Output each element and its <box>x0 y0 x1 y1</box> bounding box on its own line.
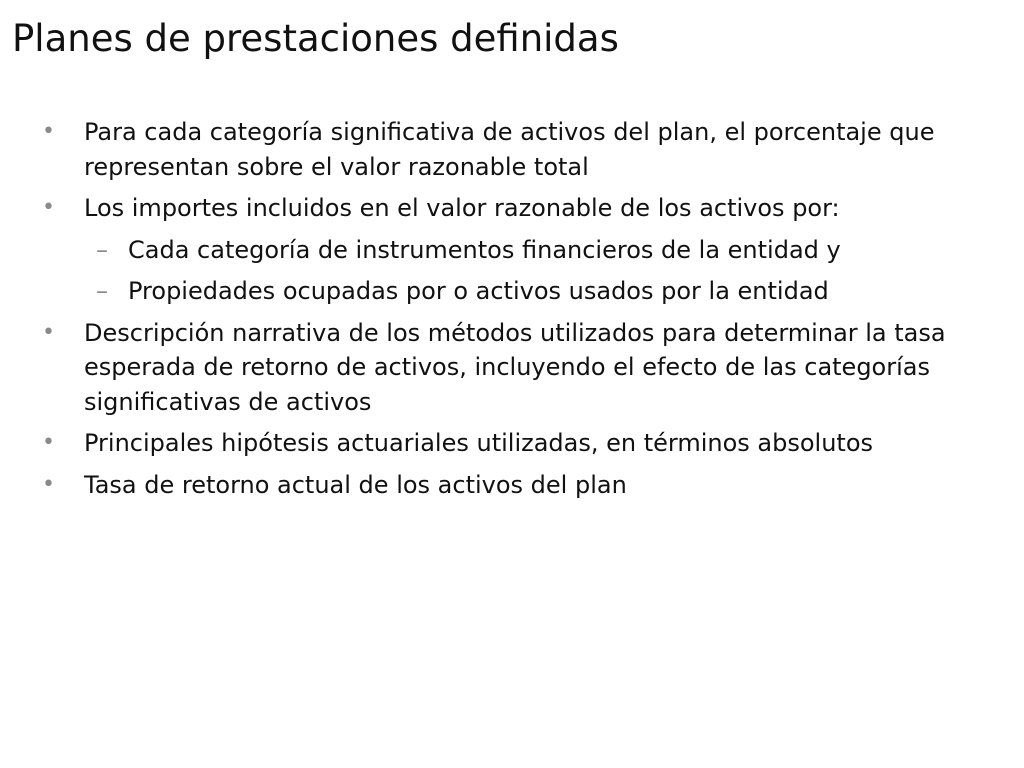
bullet-text: Tasa de retorno actual de los activos del plan <box>84 470 627 499</box>
dash-marker: – <box>96 277 108 305</box>
bullet-text: Para cada categoría significativa de activos del plan, el porcentaje que representan sobre el valor razonable total <box>84 118 935 181</box>
bullet-item <box>42 468 962 503</box>
bullet-marker: • <box>42 471 55 497</box>
sub-bullet-text: Cada categoría de instrumentos financieros de la entidad y <box>128 235 841 264</box>
sub-bullet-text: Propiedades ocupadas por o activos usados por la entidad <box>128 277 829 305</box>
bullet-item <box>42 316 962 420</box>
bullet-text: Los importes incluidos en el valor razonable de los activos por: <box>84 194 840 222</box>
bullet-item <box>42 115 962 184</box>
dash-marker: – <box>96 235 108 264</box>
slide-title: Planes de prestaciones definidas <box>12 17 619 60</box>
bullet-marker: • <box>42 195 55 220</box>
bullet-marker: • <box>42 319 55 345</box>
bullet-item <box>42 426 962 461</box>
sub-bullet-item <box>84 233 962 268</box>
bullet-list <box>42 115 962 509</box>
sub-bullet-list <box>84 233 962 309</box>
bullet-text: Principales hipótesis actuariales utilizadas, en términos absolutos <box>84 429 874 457</box>
sub-bullet-item <box>84 274 962 309</box>
bullet-marker: • <box>42 119 55 144</box>
bullet-text: Descripción narrativa de los métodos utilizados para determinar la tasa esperada de retorno de activos, incluyendo el efecto de las categorías significativas de activos <box>84 318 946 416</box>
bullet-marker: • <box>42 430 55 455</box>
bullet-item <box>42 191 962 309</box>
